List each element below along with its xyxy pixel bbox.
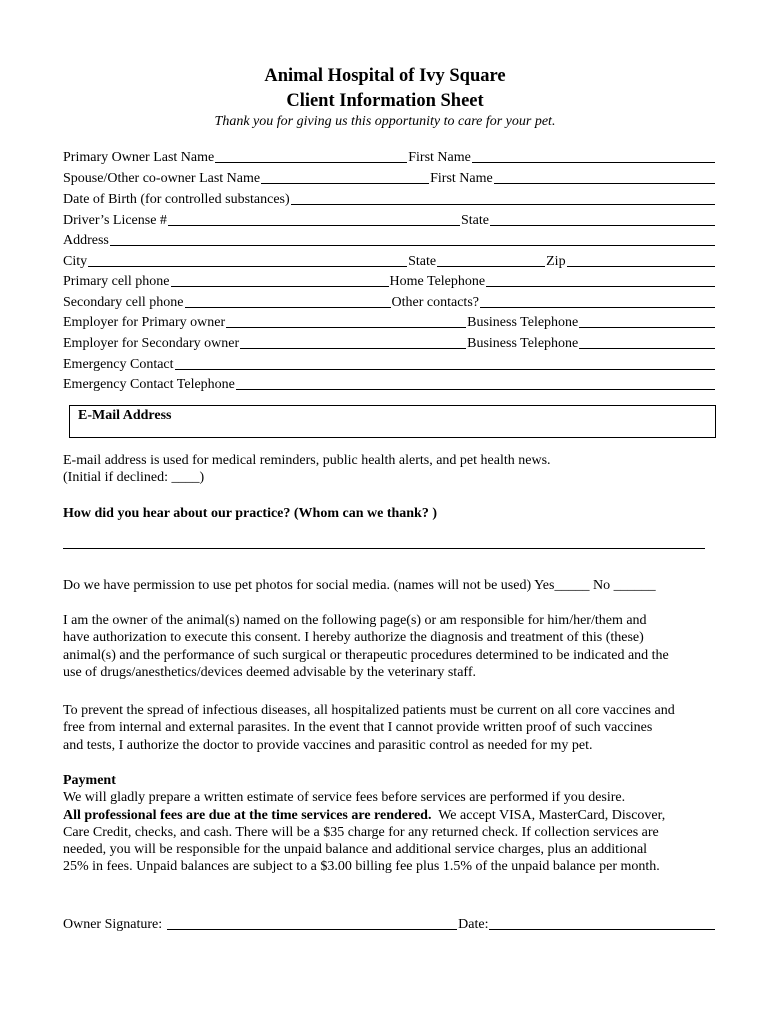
city-input[interactable]	[88, 254, 407, 267]
owner-signature-input[interactable]	[167, 917, 457, 930]
email-note-line: E-mail address is used for medical reminders, public health alerts, and pet health news.	[63, 453, 551, 468]
consent-line: animal(s) and the performance of such surgical or therapeutic procedures determined to be indicated and the	[63, 647, 669, 663]
dob-label: Date of Birth (for controlled substances)	[63, 192, 290, 207]
city-row	[63, 251, 716, 269]
spouse-row	[63, 168, 716, 186]
home-phone-input[interactable]	[486, 274, 715, 287]
license-input[interactable]	[168, 213, 460, 226]
payment-line: needed, you will be responsible for the unpaid balance and additional service charges, plus an additional	[63, 842, 648, 858]
emergency-phone-input[interactable]	[236, 377, 715, 390]
license-state-label: State	[460, 213, 489, 228]
referral-input[interactable]	[63, 536, 705, 549]
business-phone-2-input[interactable]	[579, 336, 715, 349]
license-row	[63, 210, 716, 228]
employer-secondary-label: Employer for Secondary owner	[63, 336, 240, 351]
zip-label: Zip	[546, 254, 566, 269]
payment-due-notice: All professional fees are due at the time services are rendered.	[63, 807, 432, 823]
consent-line: I am the owner of the animal(s) named on the following page(s) or am responsible for him/her/them and	[63, 613, 647, 628]
emergency-contact-label: Emergency Contact	[63, 357, 174, 372]
email-field[interactable]	[69, 405, 716, 438]
payment-accepted: We accept VISA, MasterCard, Discover,	[431, 807, 666, 823]
emergency-phone-label: Emergency Contact Telephone	[63, 377, 235, 392]
emergency-phone-row	[63, 374, 716, 392]
state-input[interactable]	[437, 254, 545, 267]
employer-primary-label: Employer for Primary owner	[63, 315, 226, 330]
state-label: State	[408, 254, 437, 269]
payment-line: We will gladly prepare a written estimate of service fees before services are performed if you desire.	[63, 790, 626, 806]
hospital-name: Animal Hospital of Ivy Square	[264, 66, 506, 86]
business-phone-1-input[interactable]	[579, 315, 715, 328]
infectious-line: To prevent the spread of infectious diseases, all hospitalized patients must be current on all core vaccines and	[63, 703, 675, 718]
payment-line-2	[63, 807, 725, 824]
infectious-disease-paragraph	[63, 702, 725, 754]
secondary-cell-row	[63, 292, 716, 310]
dob-row	[63, 189, 716, 207]
payment-line: Care Credit, checks, and cash. There will be a $35 charge for any returned check. If collection services are	[63, 824, 659, 840]
primary-owner-row	[63, 147, 716, 165]
tagline: Thank you for giving us this opportunity to care for your pet.	[214, 114, 556, 129]
primary-cell-row	[63, 271, 716, 289]
address-row	[63, 230, 716, 248]
sheet-title: Client Information Sheet	[286, 91, 484, 111]
referral-question: How did you hear about our practice? (Whom can we thank? )	[63, 506, 438, 521]
consent-line: have authorization to execute this consent. I hereby authorize the diagnosis and treatment of this (these)	[63, 630, 644, 646]
business-phone-2-label: Business Telephone	[467, 336, 579, 351]
infectious-line: free from internal and external parasites. In the event that I cannot provide written proof of such vaccines	[63, 720, 653, 736]
primary-last-label: Primary Owner Last Name	[63, 150, 215, 165]
primary-last-input[interactable]	[215, 150, 407, 163]
other-contacts-input[interactable]	[480, 295, 715, 308]
owner-signature-label: Owner Signature:	[63, 917, 163, 932]
date-input[interactable]	[489, 917, 715, 930]
license-state-input[interactable]	[490, 213, 715, 226]
license-label: Driver’s License #	[63, 213, 167, 228]
employer-primary-row	[63, 312, 716, 330]
primary-cell-input[interactable]	[171, 274, 389, 287]
emergency-contact-row	[63, 354, 716, 372]
payment-heading: Payment	[63, 773, 116, 788]
signature-row	[63, 914, 716, 932]
spouse-first-label: First Name	[430, 171, 493, 186]
email-label: E-Mail Address	[78, 408, 172, 423]
zip-input[interactable]	[567, 254, 715, 267]
other-contacts-label: Other contacts?	[391, 295, 479, 310]
business-phone-1-label: Business Telephone	[467, 315, 579, 330]
address-label: Address	[63, 233, 109, 248]
primary-first-label: First Name	[408, 150, 471, 165]
dob-input[interactable]	[291, 192, 715, 205]
primary-cell-label: Primary cell phone	[63, 274, 170, 289]
infectious-line: and tests, I authorize the doctor to provide vaccines and parasitic control as needed for my pet.	[63, 737, 593, 753]
date-label: Date:	[458, 917, 489, 932]
payment-section	[63, 772, 725, 876]
email-decline-initial[interactable]: (Initial if declined: ____)	[63, 470, 205, 486]
city-label: City	[63, 254, 88, 269]
address-input[interactable]	[110, 233, 715, 246]
spouse-first-input[interactable]	[494, 171, 715, 184]
emergency-contact-input[interactable]	[175, 357, 715, 370]
consent-paragraph	[63, 612, 725, 681]
employer-primary-input[interactable]	[226, 315, 466, 328]
secondary-cell-input[interactable]	[185, 295, 391, 308]
employer-secondary-input[interactable]	[240, 336, 466, 349]
consent-line: use of drugs/anesthetics/devices deemed advisable by the veterinary staff.	[63, 664, 476, 680]
payment-line: 25% in fees. Unpaid balances are subject to a $3.00 billing fee plus 1.5% of the unpaid balance per month.	[63, 859, 660, 875]
email-note	[63, 452, 725, 487]
spouse-last-input[interactable]	[261, 171, 429, 184]
secondary-cell-label: Secondary cell phone	[63, 295, 184, 310]
home-phone-label: Home Telephone	[389, 274, 486, 289]
primary-first-input[interactable]	[472, 150, 715, 163]
social-media-permission[interactable]: Do we have permission to use pet photos for social media. (names will not be used) Yes_____ No ______	[63, 578, 656, 593]
employer-secondary-row	[63, 333, 716, 351]
spouse-last-label: Spouse/Other co-owner Last Name	[63, 171, 261, 186]
